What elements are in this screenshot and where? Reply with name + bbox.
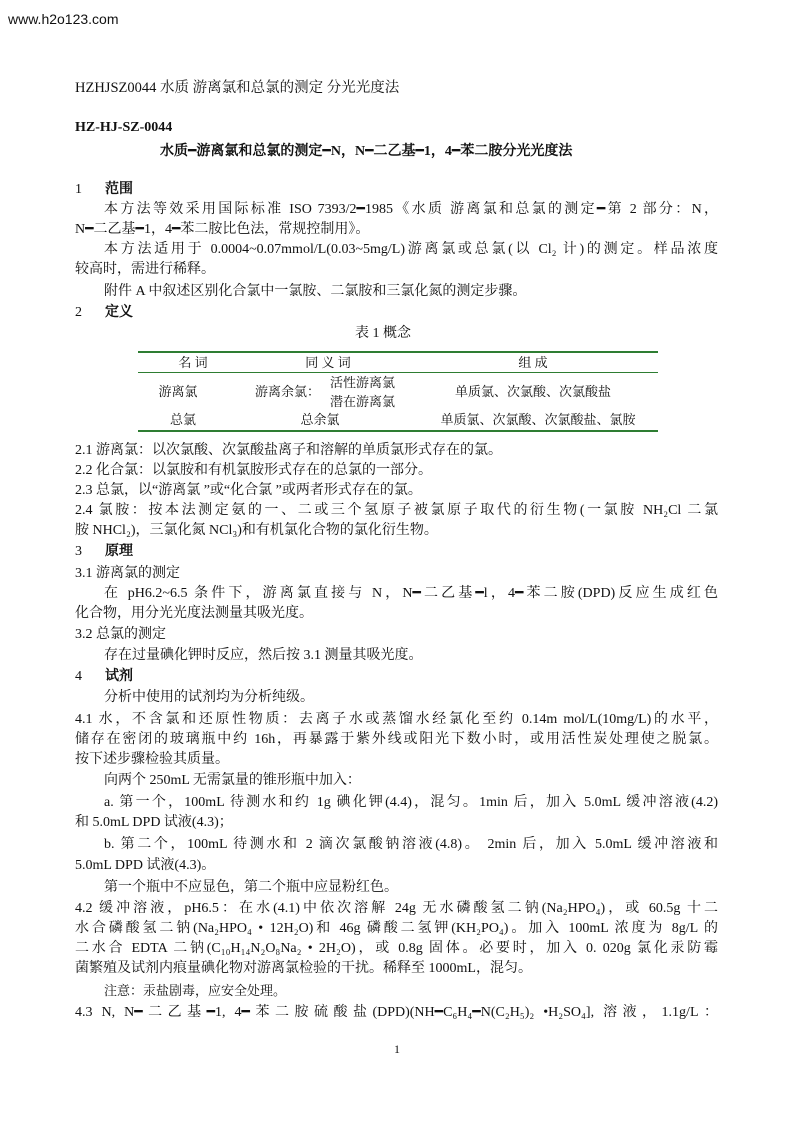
definition-2-4: 2.4 氯胺：按本法测定氨的一、二或三个氢原子被氯原子取代的衍生物(一氯胺 NH₂Cl 二氯 <box>75 503 718 518</box>
paragraph: 储存在密闭的玻璃瓶中约 16h，再暴露于紫外线或阳光下数小时，或用活性炭处理使之脱氯。 <box>75 732 718 747</box>
paragraph: 4.3 N, N━二乙基━1, 4━苯二胺硫酸盐(DPD)(NH━C₆H₄━N(C₂H₅)₂ •H₂SO₄], 溶液，1.1g/L： <box>75 1005 718 1020</box>
paragraph: N━二乙基━1，4━苯二胺比色法，常规控制用》。 <box>75 222 370 237</box>
section-title: 原理 <box>105 544 133 559</box>
table-cell: 潜在游离氯 <box>330 394 396 409</box>
table-cell: 单质氯、次氯酸、次氯酸盐、氯胺 <box>440 412 636 427</box>
definition-2-3: 2.3 总氯，以“游离氯 ”或“化合氯 ”或两者形式存在的氯。 <box>75 483 422 498</box>
section-number: 4 <box>75 669 82 684</box>
paragraph: 分析中使用的试剂均为分析纯级。 <box>104 690 314 705</box>
table-header: 名 词 <box>178 355 208 370</box>
table-cell: 总余氯 <box>300 412 340 427</box>
section-title: 范围 <box>105 182 133 197</box>
paragraph: 向两个 250mL 无需氯量的锥形瓶中加入： <box>104 773 361 788</box>
paragraph: 化合物，用分光光度法测量其吸光度。 <box>75 606 313 621</box>
section-title: 定义 <box>105 305 133 320</box>
paragraph: 4.2 缓冲溶液，pH6.5：在水(4.1)中依次溶解 24g 无水磷酸氢二钠(Na₂HPO₄)，或 60.5g 十二 <box>75 901 718 916</box>
paragraph: 二水合 EDTA 二钠(C₁₀H₁₄N₂O₈Na₂ • 2H₂O)，或 0.8g 固体。必要时，加入 0. 020g 氯化汞防霉 <box>75 941 718 956</box>
paragraph: 在 pH6.2~6.5 条件下，游离氯直接与 N，N━二乙基━l，4━苯二胺(DPD)反应生成红色 <box>104 586 718 601</box>
table-header-rule <box>138 372 658 373</box>
table-caption: 表 1 概念 <box>355 326 411 341</box>
section-1-heading <box>75 181 133 199</box>
section-4-heading <box>75 668 133 686</box>
section-number: 3 <box>75 544 82 559</box>
paragraph: 4.1 水，不含氯和还原性物质：去离子水或蒸馏水经氯化至约 0.14m mol/L(10mg/L)的水平， <box>75 712 718 727</box>
paragraph: 本方法等效采用国际标准 ISO 7393/2━1985《水质 游离氯和总氯的测定━第 2 部分：N， <box>104 202 718 217</box>
paragraph: 第一个瓶中不应显色，第二个瓶中应显粉红色。 <box>104 880 398 895</box>
table-header: 同 义 词 <box>305 355 351 370</box>
table-cell: 游离氯 <box>158 384 198 399</box>
document-title: 水质━游离氯和总氯的测定━N，N━二乙基━1，4━苯二胺分光光度法 <box>160 144 573 159</box>
table-bottom-rule <box>138 430 658 432</box>
section-2-heading <box>75 304 133 322</box>
definition-2-4-cont: 胺 NHCl₂)，三氯化氮 NCl₃)和有机氯化合物的氯化衍生物。 <box>75 523 438 538</box>
paragraph: 附件 A 中叙述区别化合氯中一氯胺、二氯胺和三氯化氮的测定步骤。 <box>104 284 527 299</box>
subsection-3-2: 3.2 总氯的测定 <box>75 627 166 642</box>
table-cell: 总氯 <box>169 412 196 427</box>
table-cell: 游离余氯： <box>255 384 321 399</box>
paragraph: 5.0mL DPD 试液(4.3)。 <box>75 858 216 873</box>
section-title: 试剂 <box>105 669 133 684</box>
paragraph: b. 第二个，100mL 待测水和 2 滴次氯酸钠溶液(4.8)。 2min 后，加入 5.0mL 缓冲溶液和 <box>104 837 718 852</box>
paragraph: 存在过量碘化钾时反应，然后按 3.1 测量其吸光度。 <box>104 648 423 663</box>
paragraph: 较高时，需进行稀释。 <box>75 262 215 277</box>
page-number: 1 <box>394 1042 400 1056</box>
subsection-3-1: 3.1 游离氯的测定 <box>75 566 180 581</box>
paragraph: 菌繁殖及试剂内痕量碘化物对游离氯检验的干扰。稀释至 1000mL，混匀。 <box>75 961 532 976</box>
section-number: 1 <box>75 182 82 197</box>
document-code: HZ-HJ-SZ-0044 <box>75 120 173 135</box>
safety-note: 注意：汞盐剧毒，应安全处理。 <box>104 983 287 998</box>
paragraph: 按下述步骤检验其质量。 <box>75 752 229 767</box>
paragraph: 水合磷酸氢二钠(Na₂HPO₄ • 12H₂O)和 46g 磷酸二氢钾(KH₂PO₄)。加入 100mL 浓度为 8g/L 的 <box>75 921 718 936</box>
paragraph: a. 第一个，100mL 待测水和约 1g 碘化钾(4.4)，混匀。1min 后，加入 5.0mL 缓冲溶液(4.2) <box>104 795 718 810</box>
table-header: 组 成 <box>518 355 548 370</box>
section-3-heading <box>75 543 133 561</box>
paragraph: 和 5.0mL DPD 试液(4.3)； <box>75 815 233 830</box>
definition-2-2: 2.2 化合氯：以氯胺和有机氯胺形式存在的总氯的一部分。 <box>75 463 432 478</box>
table-cell: 单质氯、次氯酸、次氯酸盐 <box>454 384 611 399</box>
site-url: www.h2o123.com <box>8 11 119 27</box>
table-top-rule <box>138 351 658 353</box>
document-header: HZHJSZ0044 水质 游离氯和总氯的测定 分光光度法 <box>75 80 400 96</box>
table-cell: 活性游离氯 <box>330 375 396 390</box>
definition-2-1: 2.1 游离氯：以次氯酸、次氯酸盐离子和溶解的单质氯形式存在的氯。 <box>75 443 502 458</box>
paragraph: 本方法适用于 0.0004~0.07mmol/L(0.03~5mg/L)游离氯或总氯(以 Cl₂ 计)的测定。样品浓度 <box>104 242 718 257</box>
section-number: 2 <box>75 305 82 320</box>
